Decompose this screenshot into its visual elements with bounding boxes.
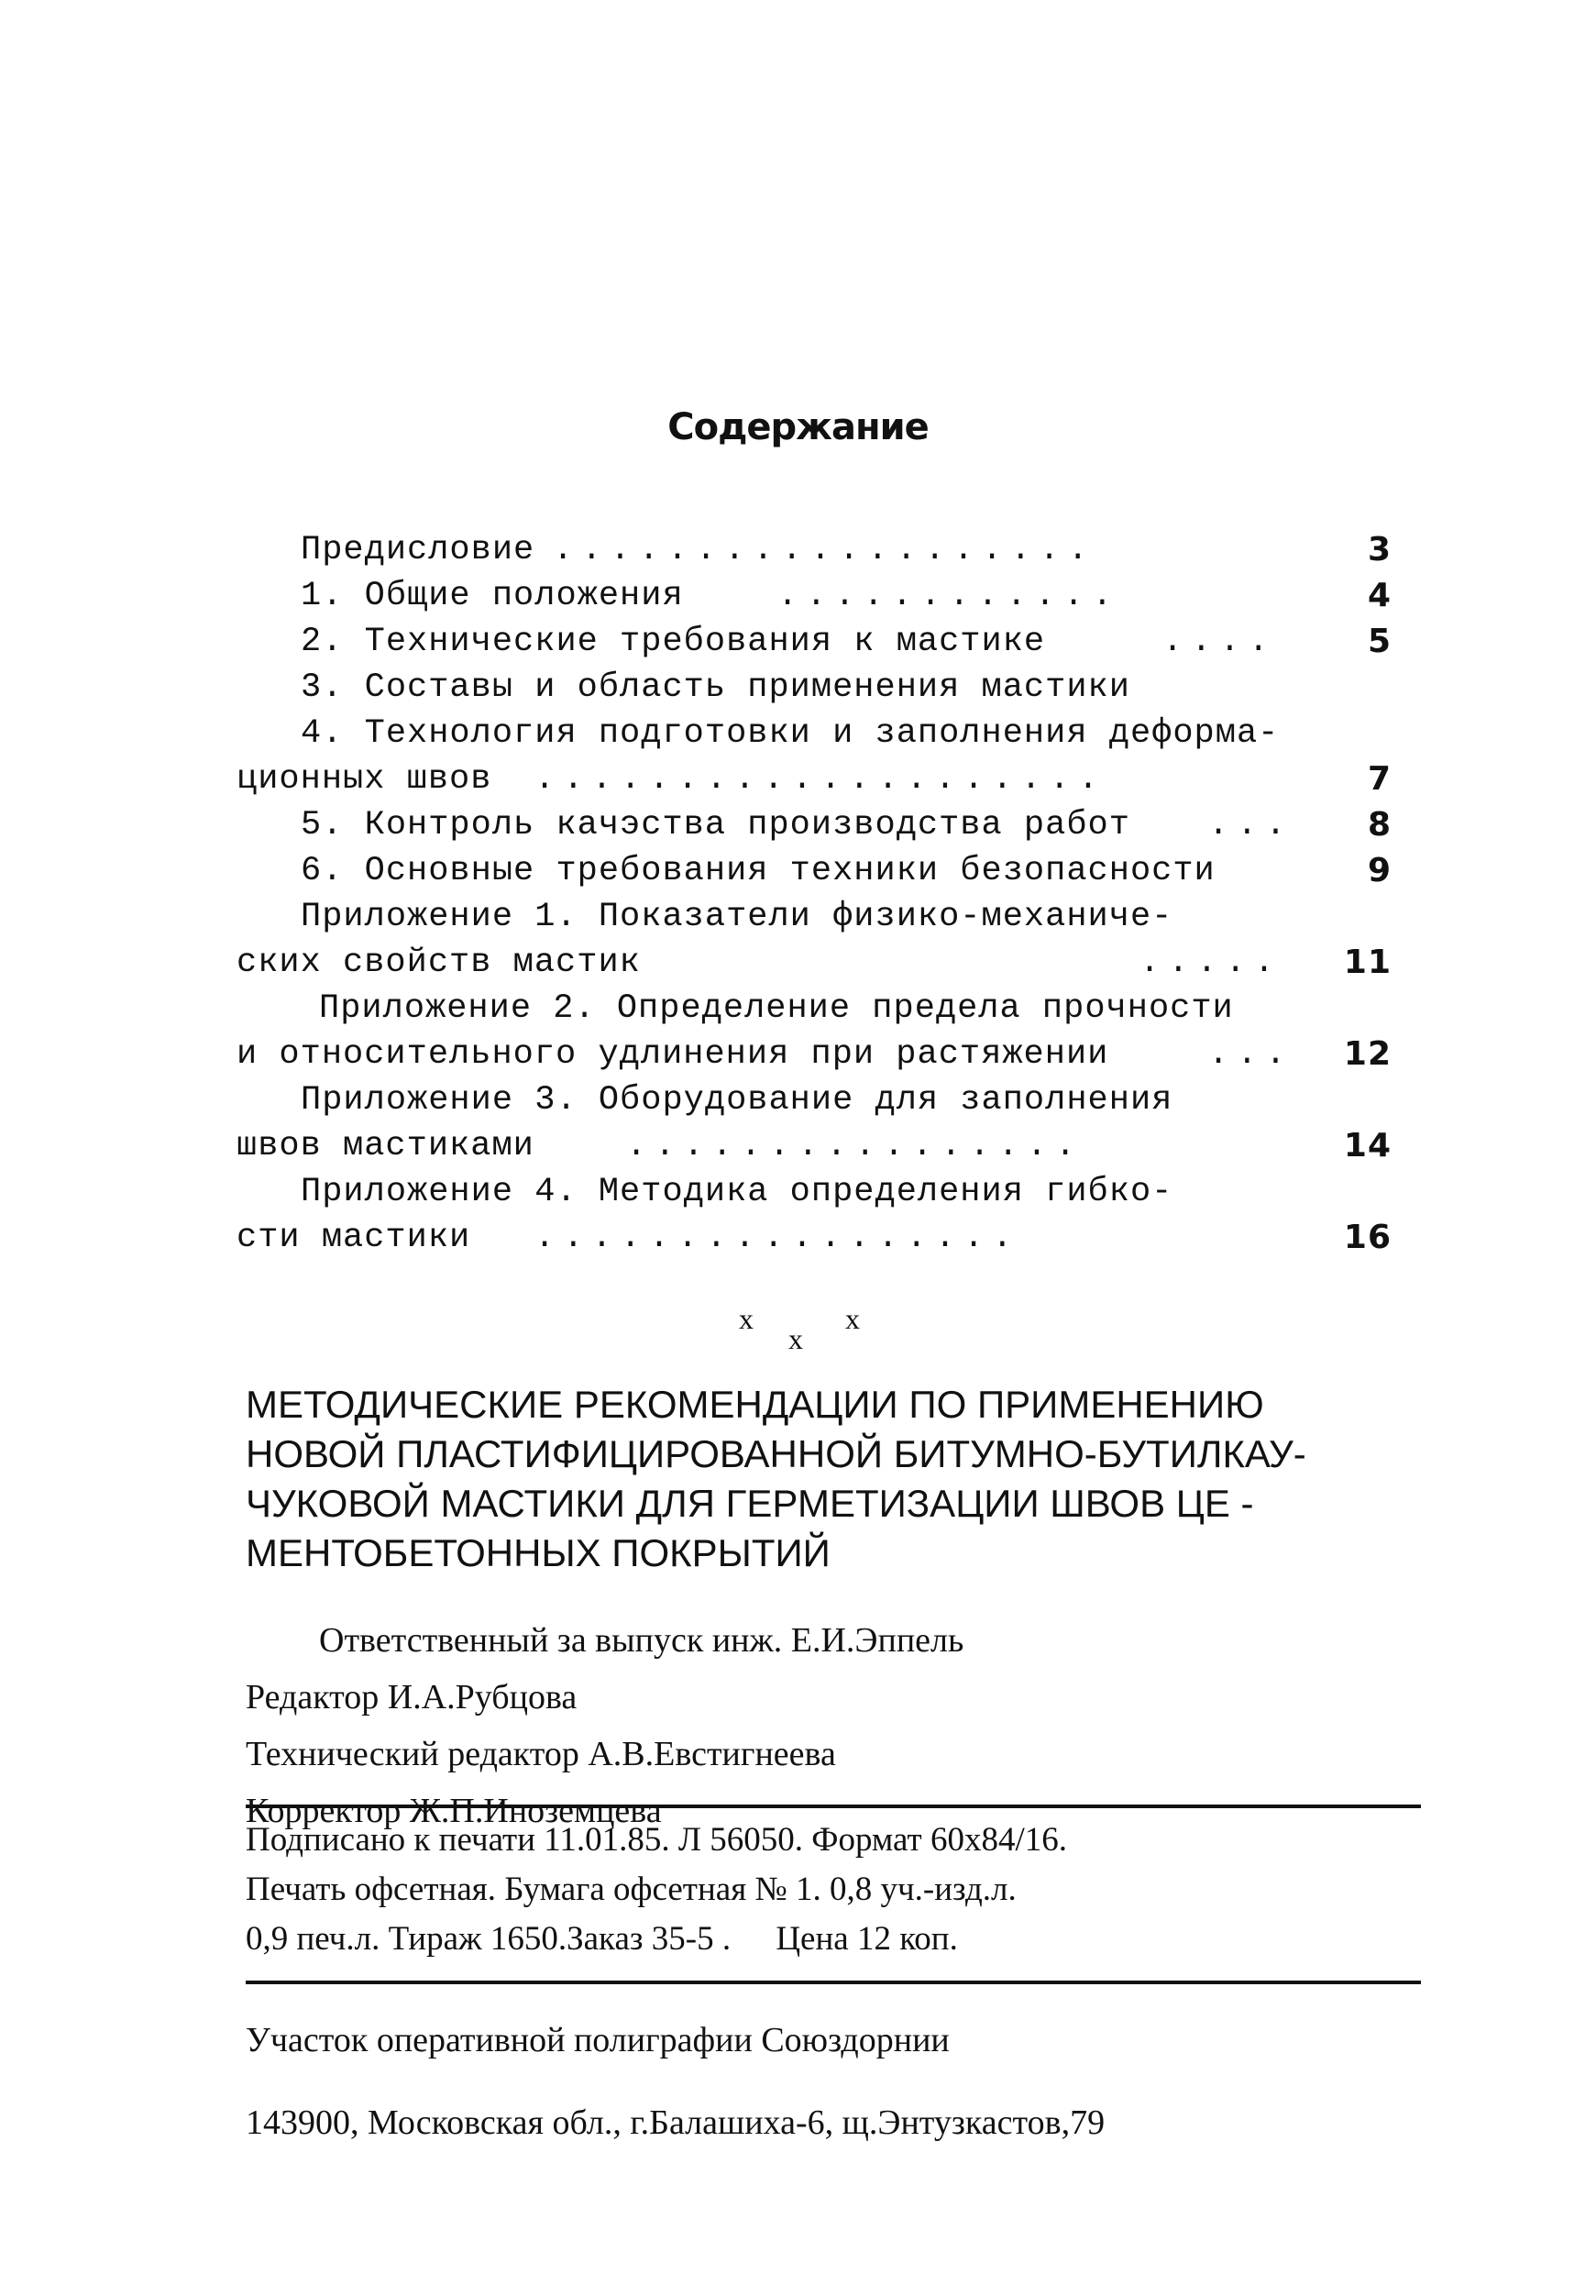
divider-rule [246,1981,1421,1984]
toc-entry-text: 6. Основные требования техники безопасности [301,852,1216,890]
toc-row [237,894,1392,940]
toc-entry-text: сти мастики [237,1219,471,1257]
toc-entry-text: ционных швов [237,760,492,799]
title-line: МЕТОДИЧЕСКИЕ РЕКОМЕНДАЦИИ ПО ПРИМЕНЕНИЮ [246,1383,1264,1426]
editor-line: Редактор И.А.Рубцова [246,1678,578,1716]
imprint-price: Цена 12 коп. [776,1920,958,1958]
toc-entry-text: 3. Составы и область применения мастики [301,668,1130,707]
toc-row [237,619,1392,665]
toc-row [237,756,1392,802]
toc-entry-text: и относительного удлинения при растяжении [237,1035,1109,1074]
toc-row [237,1215,1392,1261]
contents-heading: Содержание [667,406,929,448]
toc-page-number: 12 [1343,1035,1392,1073]
toc-row [237,573,1392,619]
toc-entry-text: 4. Технология подготовки и заполнения деформа- [301,714,1280,753]
imprint-block [246,1816,1437,1964]
title-line: МЕНТОБЕТОННЫХ ПОКРЫТИЙ [246,1531,831,1574]
toc-entry-text: 5. Контроль качэства производства работ [301,806,1130,844]
toc-leader-dots: .................... [534,760,1107,799]
toc-entry-text: Приложение 4. Методика определения гибко- [301,1173,1173,1211]
toc-row [237,986,1392,1032]
toc-leader-dots: .... [1162,623,1277,661]
toc-leader-dots: ... [1208,806,1294,844]
table-of-contents [237,527,1392,1261]
imprint-line [246,1915,1437,1964]
toc-page-number: 14 [1343,1127,1392,1165]
separator-mark: x [739,1302,754,1335]
imprint-line: Печать офсетная. Бумага офсетная № 1. 0,8 уч.-изд.л. [246,1871,1017,1908]
toc-row [237,1123,1392,1169]
toc-entry-text: 1. Общие положения [301,577,684,615]
toc-leader-dots: ................ [626,1127,1084,1165]
toc-page-number: 8 [1367,806,1392,844]
toc-leader-dots: ..... [1139,944,1283,982]
toc-row [237,1032,1392,1077]
toc-entry-text: Приложение 3. Оборудование для заполнения [301,1081,1173,1120]
printer-address: 143900, Московская обл., г.Балашиха-6, щ.Энтузкастов,79 [246,2103,1106,2142]
toc-row [237,711,1392,756]
printer-name: Участок оперативной полиграфии Союздорнии [246,2021,950,2059]
toc-row [237,1169,1392,1215]
toc-leader-dots: ... [1208,1035,1294,1074]
title-line: НОВОЙ ПЛАСТИФИЦИРОВАННОЙ БИТУМНО-БУТИЛКАУ- [246,1432,1306,1475]
toc-row [237,940,1392,986]
toc-page-number: 16 [1343,1219,1392,1256]
tech-editor-line: Технический редактор А.В.Евстигнеева [246,1735,836,1773]
toc-leader-dots: ................. [534,1219,1021,1257]
publication-title [246,1380,1437,1578]
toc-leader-dots: ................... [553,531,1096,569]
toc-row [237,848,1392,894]
section-separator [0,1302,1596,1366]
divider-rule [246,1805,1421,1808]
toc-entry-text: 2. Технические требования к мастике [301,623,1046,661]
toc-page-number: 5 [1367,623,1392,660]
toc-entry-text: швов мастиками [237,1127,534,1165]
toc-leader-dots: ............ [777,577,1121,615]
toc-row [237,665,1392,711]
toc-page-number: 4 [1367,577,1392,614]
separator-mark: x [788,1322,803,1355]
imprint-line: Подписано к печати 11.01.85. Л 56050. Формат 60х84/16. [246,1821,1067,1859]
toc-page-number: 3 [1367,531,1392,568]
responsible-line: Ответственный за выпуск инж. Е.И.Эппель [319,1621,964,1660]
toc-page-number: 7 [1367,760,1392,798]
toc-page-number: 11 [1343,944,1392,981]
toc-entry-text: Приложение 2. Определение предела прочности [319,989,1234,1028]
separator-mark: x [845,1302,860,1335]
toc-entry-text: Предисловие [301,531,535,569]
toc-row [237,802,1392,848]
toc-row [237,527,1392,573]
title-line: ЧУКОВОЙ МАСТИКИ ДЛЯ ГЕРМЕТИЗАЦИИ ШВОВ ЦЕ - [246,1482,1254,1525]
printer-block [246,1999,1456,2164]
corrector-line: Корректор Ж.П.Иноземцева [246,1792,662,1830]
toc-row [237,1077,1392,1123]
toc-entry-text: Приложение 1. Показатели физико-механиче- [301,898,1173,936]
imprint-print-run: 0,9 печ.л. Тираж 1650.Заказ 35-5 . [246,1920,732,1958]
toc-entry-text: ских свойств мастик [237,944,641,982]
toc-page-number: 9 [1367,852,1392,889]
